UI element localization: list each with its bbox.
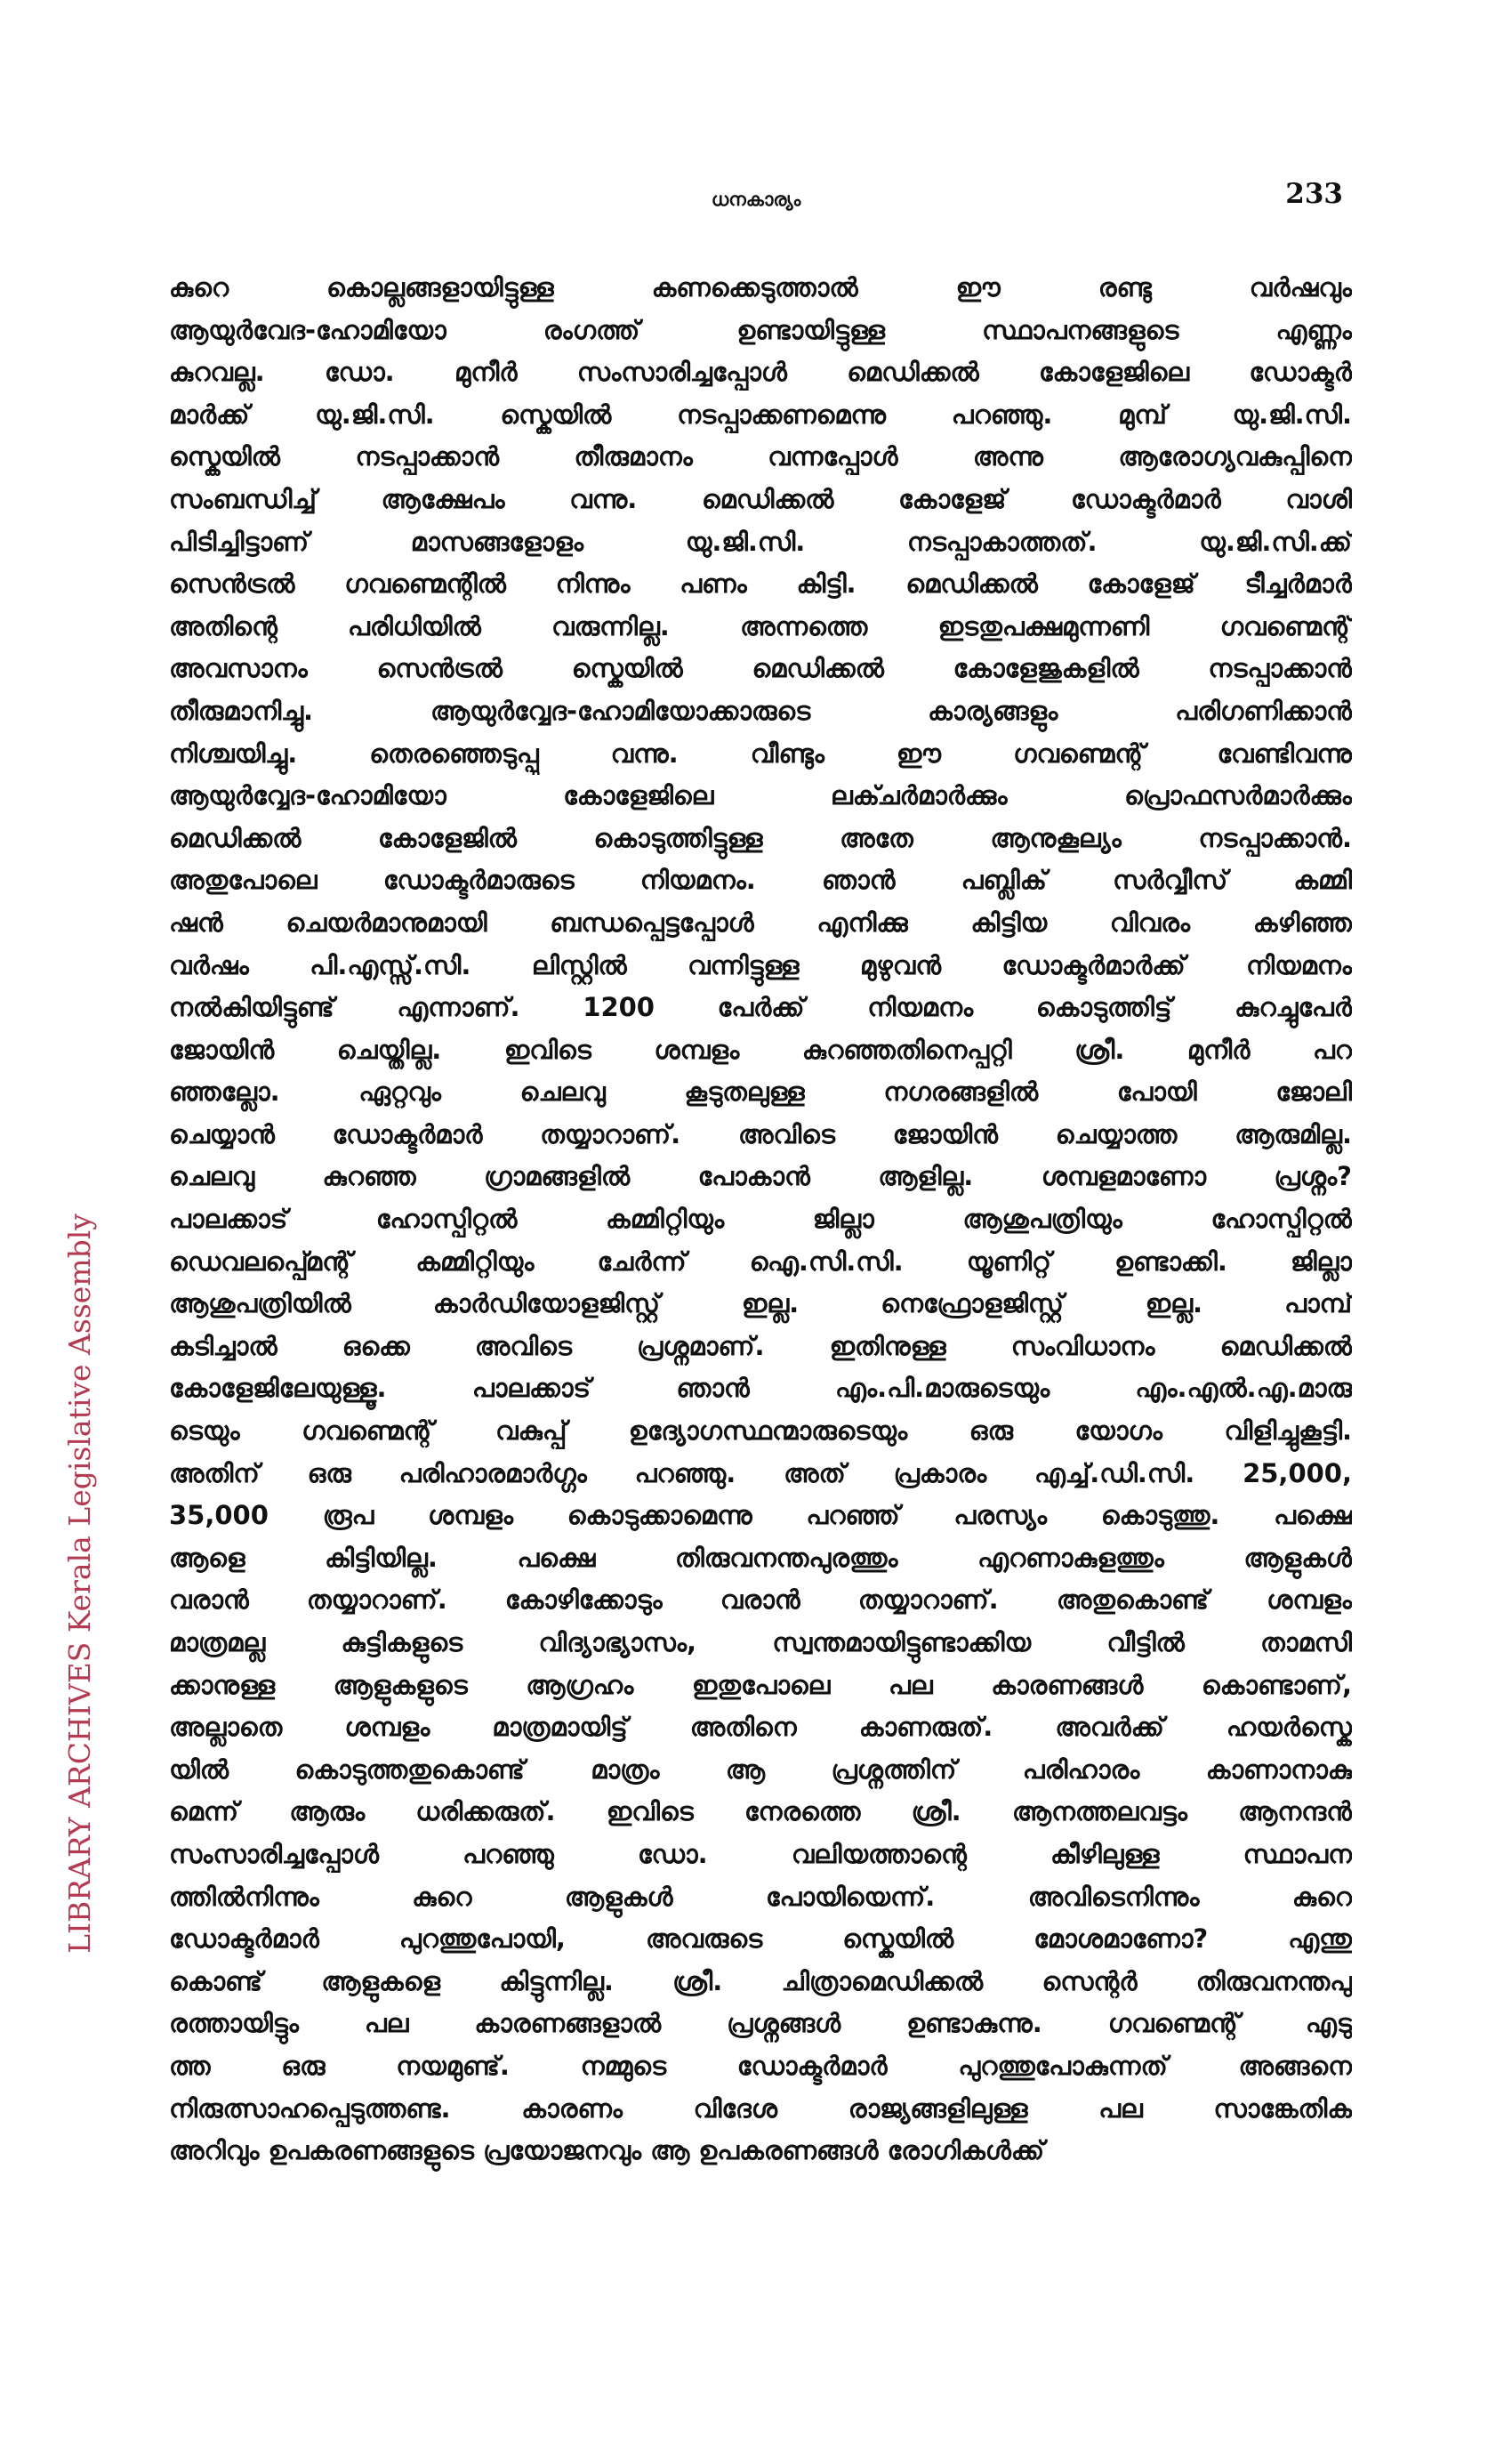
text-line: അതുപോലെ ഡോക്ടർമാരുടെ നിയമനം. ഞാൻ പബ്ലിക് സർവ്വീസ് കമ്മി: [169, 865, 1352, 896]
text-line: പാലക്കാട് ഹോസ്പിറ്റൽ കമ്മിറ്റിയും ജില്ലാ ആശുപത്രിയും ഹോസ്പിറ്റൽ: [169, 1204, 1352, 1235]
text-line: ചെയ്യാൻ ഡോക്ടർമാർ തയ്യാറാണ്. അവിടെ ജോയിൻ ചെയ്യാത്ത ആരുമില്ല.: [169, 1118, 1352, 1149]
text-line: സംസാരിച്ചപ്പോൾ പറഞ്ഞു ഡോ. വലിയത്താന്റെ കീഴിലുള്ള സ്ഥാപന: [169, 1838, 1352, 1869]
text-line: ആശുപത്രിയിൽ കാർഡിയോളജിസ്റ്റ് ഇല്ല. നെഫ്രോളജിസ്റ്റ് ഇല്ല. പാമ്പ്: [169, 1288, 1352, 1319]
text-line: നൽകിയിട്ടുണ്ട് എന്നാണ്. 1200 പേർക്ക് നിയമനം കൊടുത്തിട്ട് കുറച്ചുപേർ: [169, 992, 1352, 1023]
text-line: തീരുമാനിച്ചു. ആയുർവ്വേദ-ഹോമിയോക്കാരുടെ കാര്യങ്ങളും പരിഗണിക്കാൻ: [169, 695, 1352, 726]
text-line: കോളേജിലേയുള്ളൂ. പാലക്കാട് ഞാൻ എം.പി.മാരുടെയും എം.എൽ.എ.മാരു: [169, 1373, 1352, 1404]
text-line: ഷൻ ചെയർമാനുമായി ബന്ധപ്പെട്ടപ്പോൾ എനിക്കു കിട്ടിയ വിവരം കഴിഞ്ഞ: [169, 907, 1352, 938]
text-line: ഞ്ഞല്ലോ. ഏറ്റവും ചെലവു കൂടുതലുള്ള നഗരങ്ങളിൽ പോയി ജോലി: [169, 1076, 1352, 1108]
text-line: ത്ത ഒരു നയമുണ്ട്. നമ്മുടെ ഡോക്ടർമാർ പുറത്തുപോകുന്നത് അങ്ങനെ: [169, 2050, 1352, 2081]
text-line: കുറവല്ല. ഡോ. മുനീർ സംസാരിച്ചപ്പോൾ മെഡിക്കൽ കോളേജിലെ ഡോക്ടർ: [169, 357, 1352, 388]
text-line: മെഡിക്കൽ കോളേജിൽ കൊടുത്തിട്ടുള്ള അതേ ആനുകൂല്യം നടപ്പാക്കാൻ.: [169, 822, 1352, 853]
text-line: ആളെ കിട്ടിയില്ല. പക്ഷെ തിരുവനന്തപുരത്തും എറണാകുളത്തും ആളുകൾ: [169, 1542, 1352, 1573]
text-line: പിടിച്ചിട്ടാണ് മാസങ്ങളോളം യു.ജി.സി. നടപ്പാകാത്തത്. യു.ജി.സി.ക്ക്: [169, 526, 1352, 557]
text-line: രത്തായിട്ടും പല കാരണങ്ങളാൽ പ്രശ്നങ്ങൾ ഉണ്ടാകുന്നു. ഗവണ്മെന്റ് എടു: [169, 2008, 1352, 2039]
text-line: മാത്രമല്ല കുട്ടികളുടെ വിദ്യാഭ്യാസം, സ്വന്തമായിട്ടുണ്ടാക്കിയ വീട്ടിൽ താമസി: [169, 1627, 1352, 1657]
text-line: കൊണ്ട് ആളുകളെ കിട്ടുന്നില്ല. ശ്രീ. ചിത്രാമെഡിക്കൽ സെന്റർ തിരുവനന്തപു: [169, 1965, 1352, 1996]
text-line: വർഷം പി.എസ്സ്.സി. ലിസ്റ്റിൽ വന്നിട്ടുള്ള മുഴുവൻ ഡോക്ടർമാർക്ക് നിയമനം: [169, 949, 1352, 980]
text-line: യിൽ കൊടുത്തതുകൊണ്ട് മാത്രം ആ പ്രശ്നത്തിന് പരിഹാരം കാണാനാകു: [169, 1754, 1352, 1785]
text-line: സംബന്ധിച്ച് ആക്ഷേപം വന്നു. മെഡിക്കൽ കോളേജ് ഡോക്ടർമാർ വാശി: [169, 483, 1352, 514]
text-line: കടിച്ചാൽ ഒക്കെ അവിടെ പ്രശ്നമാണ്. ഇതിനുള്ള സംവിധാനം മെഡിക്കൽ: [169, 1330, 1352, 1361]
text-line: ടെയും ഗവണ്മെന്റ് വകുപ്പ് ഉദ്യോഗസ്ഥന്മാരുടെയും ഒരു യോഗം വിളിച്ചുകൂട്ടി.: [169, 1415, 1352, 1447]
text-line: ഡെവലപ്പ്മെന്റ് കമ്മിറ്റിയും ചേർന്ന് ഐ.സി.സി. യൂണിറ്റ് ഉണ്ടാക്കി. ജില്ലാ: [169, 1246, 1352, 1277]
text-line: അതിന് ഒരു പരിഹാരമാർഗ്ഗം പറഞ്ഞു. അത് പ്രകാരം എച്ച്.ഡി.സി. 25,000,: [169, 1457, 1352, 1488]
text-line: വരാൻ തയ്യാറാണ്. കോഴിക്കോടും വരാൻ തയ്യാറാണ്. അതുകൊണ്ട് ശമ്പളം: [169, 1584, 1352, 1616]
text-line: അറിവും ഉപകരണങ്ങളുടെ പ്രയോജനവും ആ ഉപകരണങ്ങൾ രോഗികൾക്ക്: [169, 2135, 1045, 2166]
text-line: അതിന്റെ പരിധിയിൽ വരുന്നില്ല. അന്നത്തെ ഇടതുപക്ഷമുന്നണി ഗവണ്മെന്റ്: [169, 610, 1352, 641]
body-text: [169, 267, 1352, 2173]
text-line: ത്തിൽനിന്നും കുറെ ആളുകൾ പോയിയെന്ന്. അവിടെനിന്നും കുറെ: [169, 1881, 1352, 1912]
text-line: അവസാനം സെൻട്രൽ സ്കെയിൽ മെഡിക്കൽ കോളേജുകളിൽ നടപ്പാക്കാൻ: [169, 653, 1352, 684]
text-line: സ്കെയിൽ നടപ്പാക്കാൻ തീരുമാനം വന്നപ്പോൾ അന്നു ആരോഗ്യവകുപ്പിനെ: [169, 441, 1352, 472]
text-line: ആയുർവ്വേദ-ഹോമിയോ കോളേജിലെ ലക്ചർമാർക്കും പ്രൊഫസർമാർക്കും: [169, 780, 1352, 811]
text-line: മാർക്ക് യു.ജി.സി. സ്കെയിൽ നടപ്പാക്കണമെന്നു പറഞ്ഞു. മുമ്പ് യു.ജി.സി.: [169, 399, 1352, 430]
page-number: 233: [1285, 178, 1343, 210]
text-line: നിശ്ചയിച്ചു. തെരഞ്ഞെടുപ്പു വന്നു. വീണ്ടും ഈ ഗവണ്മെന്റ് വേണ്ടിവന്നു: [169, 738, 1352, 769]
text-line: ഡോക്ടർമാർ പുറത്തുപോയി, അവരുടെ സ്കെയിൽ മോശമാണോ? എന്തു: [169, 1923, 1352, 1955]
text-line: ചെലവു കുറഞ്ഞ ഗ്രാമങ്ങളിൽ പോകാൻ ആളില്ല. ശമ്പളമാണോ പ്രശ്നം?: [169, 1161, 1352, 1192]
running-header-title: ധനകാര്യം: [711, 189, 801, 210]
text-line: അല്ലാതെ ശമ്പളം മാത്രമായിട്ട് അതിനെ കാണരുത്. അവർക്ക് ഹയർസ്കെ: [169, 1712, 1352, 1743]
text-line: നിരുത്സാഹപ്പെടുത്തണ്ട. കാരണം വിദേശ രാജ്യങ്ങളിലുള്ള പല സാങ്കേതിക: [169, 2092, 1352, 2124]
text-line: ജോയിൻ ചെയ്തില്ല. ഇവിടെ ശമ്പളം കുറഞ്ഞതിനെപ്പറ്റി ശ്രീ. മുനീർ പറ: [169, 1034, 1352, 1065]
archive-watermark: LIBRARY ARCHIVES Kerala Legislative Assembly: [62, 1213, 97, 1954]
text-line: കുറെ കൊല്ലങ്ങളായിട്ടുള്ള കണക്കെടുത്താൽ ഈ രണ്ടു വർഷവും: [169, 272, 1352, 302]
text-line: 35,000 രൂപ ശമ്പളം കൊടുക്കാമെന്നു പറഞ്ഞ് പരസ്യം കൊടുത്തു. പക്ഷെ: [169, 1500, 1352, 1531]
text-line: മെന്ന് ആരും ധരിക്കരുത്. ഇവിടെ നേരത്തെ ശ്രീ. ആനത്തലവട്ടം ആനന്ദൻ: [169, 1796, 1352, 1827]
text-line: സെൻട്രൽ ഗവണ്മെന്റിൽ നിന്നും പണം കിട്ടി. മെഡിക്കൽ കോളേജ് ടീച്ചർമാർ: [169, 568, 1352, 600]
text-line: ആയുർവേദ-ഹോമിയോ രംഗത്ത് ഉണ്ടായിട്ടുള്ള സ്ഥാപനങ്ങളുടെ എണ്ണം: [169, 314, 1352, 345]
text-line: ക്കാനുള്ള ആളുകളുടെ ആഗ്രഹം ഇതുപോലെ പല കാരണങ്ങൾ കൊണ്ടാണ്,: [169, 1669, 1352, 1700]
